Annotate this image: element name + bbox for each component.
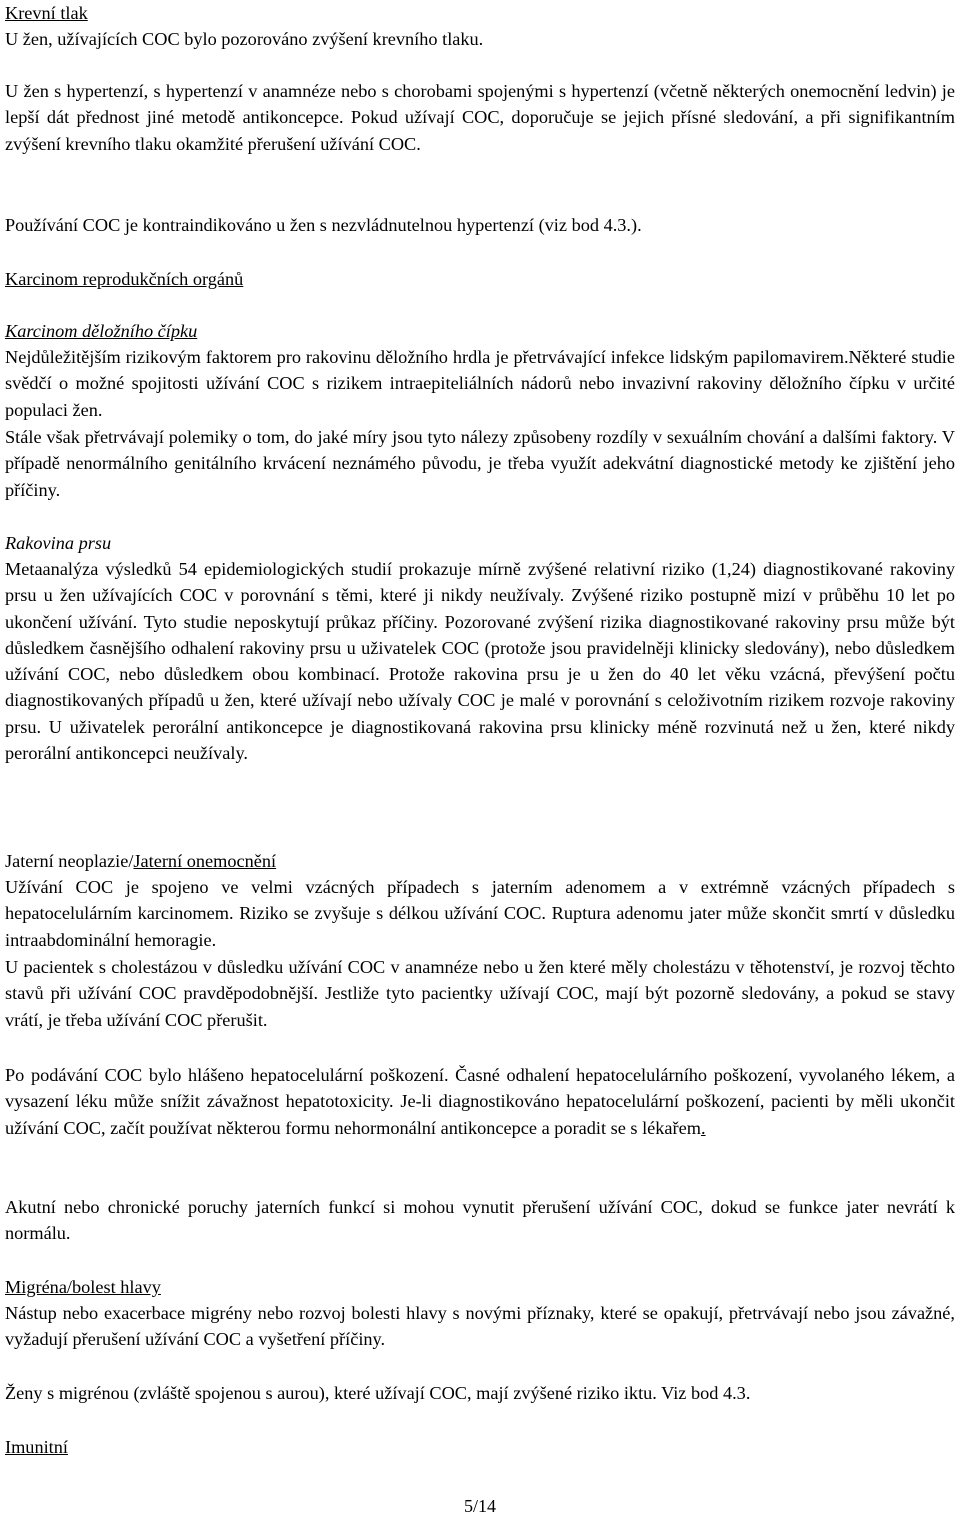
paragraph: Ženy s migrénou (zvláště spojenou s aurou), které užívají COC, mají zvýšené riziko iktu. Viz bod 4.3.: [5, 1383, 751, 1403]
paragraph-part: Některé studie svědčí o možné spojitosti užívání COC s rizikem intraepiteliálních nádorů nebo invazivní rakoviny děložního čípku v určité populaci žen.: [5, 347, 955, 420]
paragraph: Užívání COC je spojeno ve velmi vzácných případech s jaterním adenomem a v extrémně vzácných případech s hepatocelulárním karcinomem. Riziko se zvyšuje s délkou užívání COC. Ruptura adenomu jater může skončit smrtí v důsledku intraabdominální hemoragie.: [5, 877, 955, 950]
paragraph: U žen s hypertenzí, s hypertenzí v anamnéze nebo s chorobami spojenými s hypertenzí (včetně některých onemocnění ledvin) je lepší dát přednost jiné metodě antikoncepce. Pokud užívají COC, doporučuje se jejich přísné sledování, a při signifikantním zvýšení krevního tlaku okamžité přerušení užívání COC.: [5, 81, 955, 154]
paragraph: Akutní nebo chronické poruchy jaterních funkcí si mohou vynutit přerušení užívání COC, dokud se funkce jater nevrátí k normálu.: [5, 1197, 955, 1244]
heading-liver-part: Jaterní onemocnění: [133, 851, 277, 871]
heading-liver: [5, 848, 955, 874]
heading-blood-pressure: Krevní tlak: [5, 3, 88, 23]
paragraph: Používání COC je kontraindikováno u žen s nezvládnutelnou hypertenzí (viz bod 4.3.).: [5, 215, 642, 235]
page-number: 5/14: [463, 1496, 496, 1516]
paragraph: U pacientek s cholestázou v důsledku užívání COC v anamnéze nebo u žen které měly cholestázu v těhotenství, je rozvoj těchto stavů při užívání COC pravděpodobnější. Jestliže tyto pacientky užívají COC, mají být pozorně sledovány, a pokud se stavy vrátí, je třeba užívání COC přerušit.: [5, 957, 955, 1030]
subheading-cervical-cancer: Karcinom děložního čípku: [5, 321, 198, 341]
heading-immunity: Imunitní: [5, 1437, 68, 1457]
subheading-breast-cancer: Rakovina prsu: [5, 533, 112, 553]
paragraph: [5, 1062, 955, 1141]
paragraph: Stále však přetrvávají polemiky o tom, do jaké míry jsou tyto nálezy způsobeny rozdíly v sexuálním chování a dalšími faktory. V případě nenormálního genitálního krvácení neznámého původu, je třeba využít adekvátní diagnostické metody ke zjištění jeho příčiny.: [5, 427, 955, 500]
heading-liver-part: Jaterní neoplazie/: [5, 851, 134, 871]
heading-migraine: Migréna/bolest hlavy: [5, 1277, 161, 1297]
paragraph-part: Po podávání COC bylo hlášeno hepatocelulární poškození. Časné odhalení hepatocelulárního poškození, vyvolaného lékem, a vysazení léku může snížit závažnost hepatotoxicity. Je-li diagnostikováno hepatocelulární poškození, pacienti by měli ukončit užívání COC, začít používat některou formu nehormonální antikoncepce a poradit se s lékařem: [5, 1065, 955, 1138]
paragraph: Metaanalýza výsledků 54 epidemiologických studií prokazuje mírně zvýšené relativní riziko (1,24) diagnostikované rakoviny prsu u žen užívajících COC v porovnání s těmi, které ji nikdy neužívaly. Zvýšené riziko postupně mizí v průběhu 10 let po ukončení užívání. Tyto studie neposkytují průkaz příčiny. Pozorované zvýšení rizika diagnostikované rakoviny prsu může být důsledkem časnějšího odhalení rakoviny prsu u uživatelek COC (protože jsou pravidelněji klinicky sledovány), nebo důsledkem užívání COC, nebo důsledkem obou kombinací. Protože rakovina prsu je u žen do 40 let věku vzácná, převýšení počtu diagnostikovaných případů u žen, které užívají nebo užívaly COC je malé v porovnání s celoživotním rizikem rozvoje rakoviny prsu. U uživatelek perorální antikoncepce je diagnostikovaná rakovina prsu klinicky méně rozvinutá než u žen, které nikdy perorální antikoncepci neužívaly.: [5, 559, 955, 764]
paragraph-part: Nejdůležitějším rizikovým faktorem pro rakovinu děložního hrdla je přetrvávající infekce lidským papilomavirem.: [5, 347, 849, 367]
paragraph: [5, 344, 955, 423]
heading-reproductive-cancer: Karcinom reprodukčních orgánů: [5, 269, 244, 289]
paragraph-part: .: [700, 1117, 706, 1138]
paragraph: Nástup nebo exacerbace migrény nebo rozvoj bolesti hlavy s novými příznaky, které se opakují, přetrvávají nebo jsou závažné, vyžadují přerušení užívání COC a vyšetření příčiny.: [5, 1303, 955, 1350]
paragraph: U žen, užívajících COC bylo pozorováno zvýšení krevního tlaku.: [5, 29, 484, 49]
